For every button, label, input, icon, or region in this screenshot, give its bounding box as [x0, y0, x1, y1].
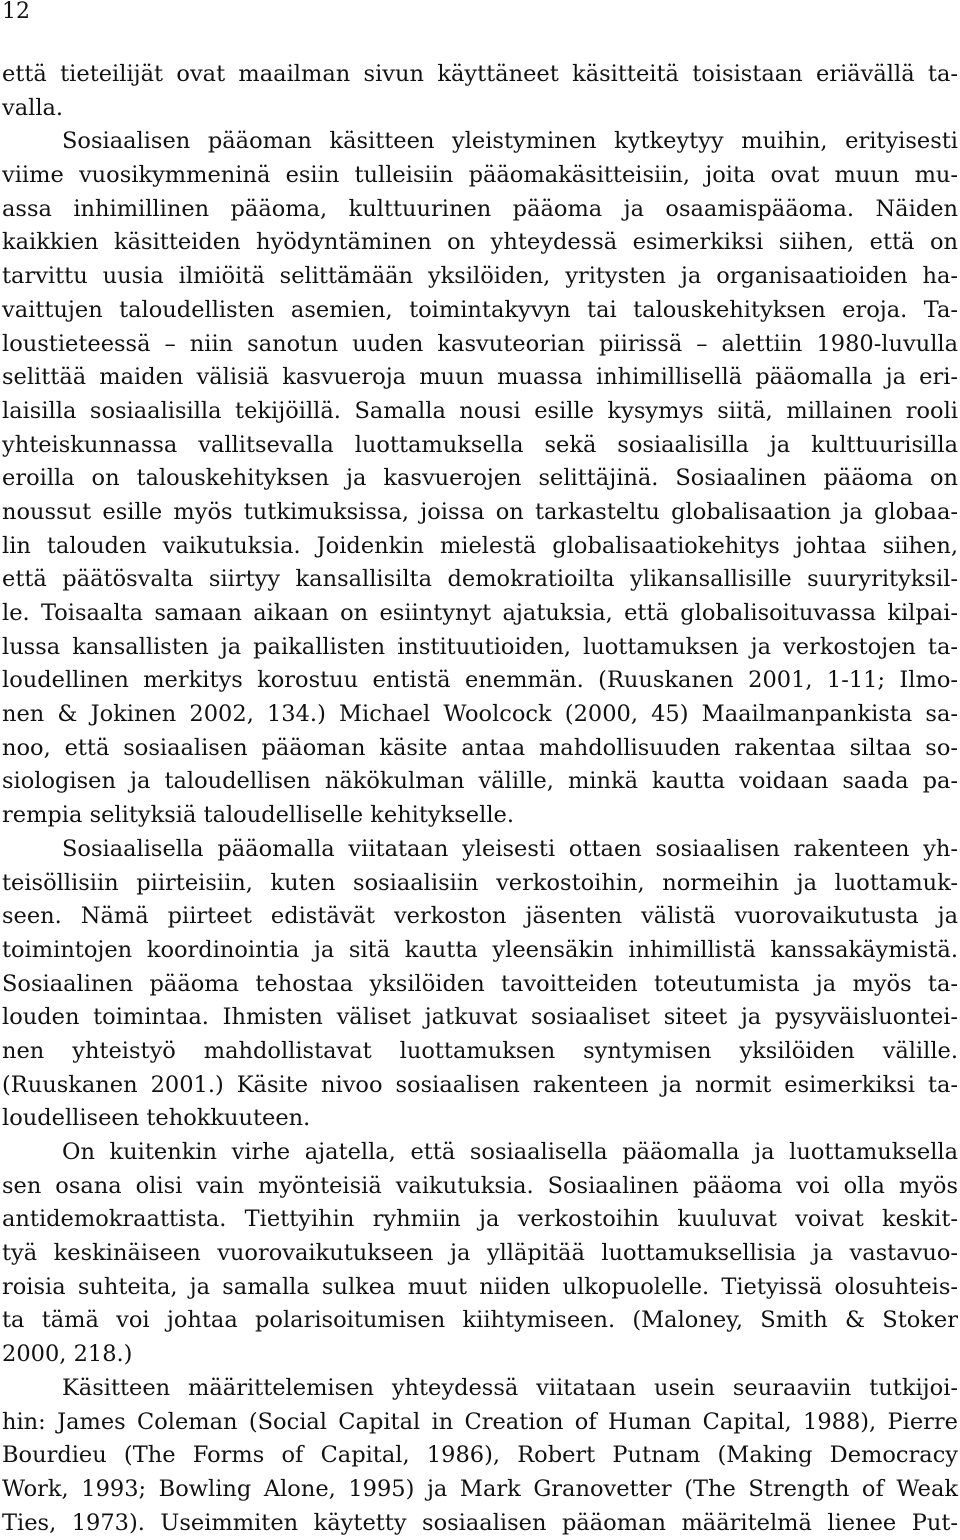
text-line: kaikkien käsitteiden hyödyntäminen on yhteydessä esimerkiksi siihen, että on: [2, 229, 958, 256]
text-line: 2000, 218.): [2, 1341, 133, 1368]
text-line: että päätösvalta siirtyy kansallisilta demokratioilta ylikansallisille suuryrityksil-: [2, 566, 958, 593]
text-line: nen & Jokinen 2002, 134.) Michael Woolcock (2000, 45) Maailmanpankista sa-: [2, 701, 958, 728]
text-line: ta tämä voi johtaa polarisoitumisen kiihtymiseen. (Maloney, Smith & Stoker: [2, 1307, 958, 1334]
text-line: On kuitenkin virhe ajatella, että sosiaalisella pääomalla ja luottamuksella: [62, 1139, 958, 1165]
text-line: Bourdieu (The Forms of Capital, 1986), Robert Putnam (Making Democracy: [2, 1442, 958, 1469]
text-line: noussut esille myös tutkimuksissa, joissa on tarkasteltu globalisaation ja globaa-: [2, 498, 958, 525]
text-line: tarvittu uusia ilmiöitä selittämään yksilöiden, yritysten ja organisaatioiden ha-: [2, 263, 958, 290]
text-line: laisilla sosiaalisilla tekijöillä. Samalla nousi esille kysymys siitä, millainen rooli: [2, 397, 958, 424]
text-line: yhteiskunnassa vallitsevalla luottamuksella sekä sosiaalisilla ja kulttuurisilla: [2, 431, 958, 458]
text-line: Sosiaalinen pääoma tehostaa yksilöiden tavoitteiden toteutumista ja myös ta-: [2, 970, 958, 997]
text-line: (Ruuskanen 2001.) Käsite nivoo sosiaalisen rakenteen ja normit esimerkiksi ta-: [2, 1071, 958, 1098]
text-line: lin talouden vaikutuksia. Joidenkin mielestä globalisaatiokehitys johtaa siihen,: [2, 532, 958, 559]
text-line: roisia suhteita, ja samalla sulkea muut niiden ulkopuolelle. Tietyissä olosuhteis-: [2, 1273, 958, 1300]
text-line: vaittujen taloudellisten asemien, toimintakyvyn tai talouskehityksen eroja. Ta-: [2, 296, 958, 323]
text-line: hin: James Coleman (Social Capital in Creation of Human Capital, 1988), Pierre: [2, 1408, 958, 1435]
text-line: siologisen ja taloudellisen näkökulman välille, minkä kautta voidaan saada pa-: [2, 768, 958, 795]
text-line: Ties, 1973). Useimmiten käytetty sosiaalisen pääoman määritelmä lienee Put-: [2, 1509, 958, 1536]
text-line: teisöllisiin piirteisiin, kuten sosiaalisiin verkostoihin, normeihin ja luottamuk-: [2, 869, 958, 896]
text-line: Work, 1993; Bowling Alone, 1995) ja Mark Granovetter (The Strength of Weak: [2, 1475, 958, 1502]
text-line: nen yhteistyö mahdollistavat luottamuksen syntymisen yksilöiden välille.: [2, 1037, 958, 1064]
text-line: valla.: [2, 94, 64, 121]
text-line: antidemokraattista. Tiettyihin ryhmiin ja verkostoihin kuuluvat voivat keskit-: [2, 1206, 958, 1233]
page-number: 12: [2, 0, 30, 24]
text-line: louden toimintaa. Ihmisten väliset jatkuvat sosiaaliset siteet ja pysyväisluontei-: [2, 1004, 958, 1031]
text-line: että tieteilijät ovat maailman sivun käyttäneet käsitteitä toisistaan eriävällä ta-: [2, 61, 958, 87]
text-line: Käsitteen määrittelemisen yhteydessä viitataan usein seuraaviin tutkijoi-: [62, 1374, 958, 1401]
text-line: selittää maiden välisiä kasvueroja muun muassa inhimillisellä pääomalla ja eri-: [2, 364, 958, 391]
text-line: seen. Nämä piirteet edistävät verkoston jäsenten välistä vuorovaikutusta ja: [2, 903, 958, 930]
text-line: loudellinen merkitys korostuu entistä enemmän. (Ruuskanen 2001, 1-11; Ilmo-: [2, 667, 958, 694]
body-text: [2, 58, 958, 1540]
text-line: le. Toisaalta samaan aikaan on esiintynyt ajatuksia, että globalisoituvassa kilpai-: [2, 600, 958, 626]
text-line: viime vuosikymmeninä esiin tulleisiin pääomakäsitteisiin, joita ovat muun mu-: [2, 162, 958, 189]
text-line: assa inhimillinen pääoma, kulttuurinen pääoma ja osaamispääoma. Näiden: [2, 195, 958, 222]
text-line: Sosiaalisen pääoman käsitteen yleistyminen kytkeytyy muihin, erityisesti: [62, 128, 958, 155]
text-line: eroilla on talouskehityksen ja kasvuerojen selittäjinä. Sosiaalinen pääoma on: [2, 465, 958, 492]
text-line: loustieteessä – niin sanotun uuden kasvuteorian piirissä – alettiin 1980-luvulla: [2, 330, 958, 357]
text-line: lussa kansallisten ja paikallisten instituutioiden, luottamuksen ja verkostojen ta-: [2, 633, 958, 660]
text-line: sen osana olisi vain myönteisiä vaikutuksia. Sosiaalinen pääoma voi olla myös: [2, 1172, 958, 1199]
text-line: toimintojen koordinointia ja sitä kautta yleensäkin inhimillistä kanssakäymistä.: [2, 936, 958, 963]
text-line: tyä keskinäiseen vuorovaikutukseen ja ylläpitää luottamuksellisia ja vastavuo-: [2, 1240, 958, 1267]
text-line: Sosiaalisella pääomalla viitataan yleisesti ottaen sosiaalisen rakenteen yh-: [62, 835, 958, 862]
text-line: loudelliseen tehokkuuteen.: [2, 1105, 311, 1132]
text-line: noo, että sosiaalisen pääoman käsite antaa mahdollisuuden rakentaa siltaa so-: [2, 734, 958, 761]
text-line: rempia selityksiä taloudelliselle kehitykselle.: [2, 802, 514, 829]
